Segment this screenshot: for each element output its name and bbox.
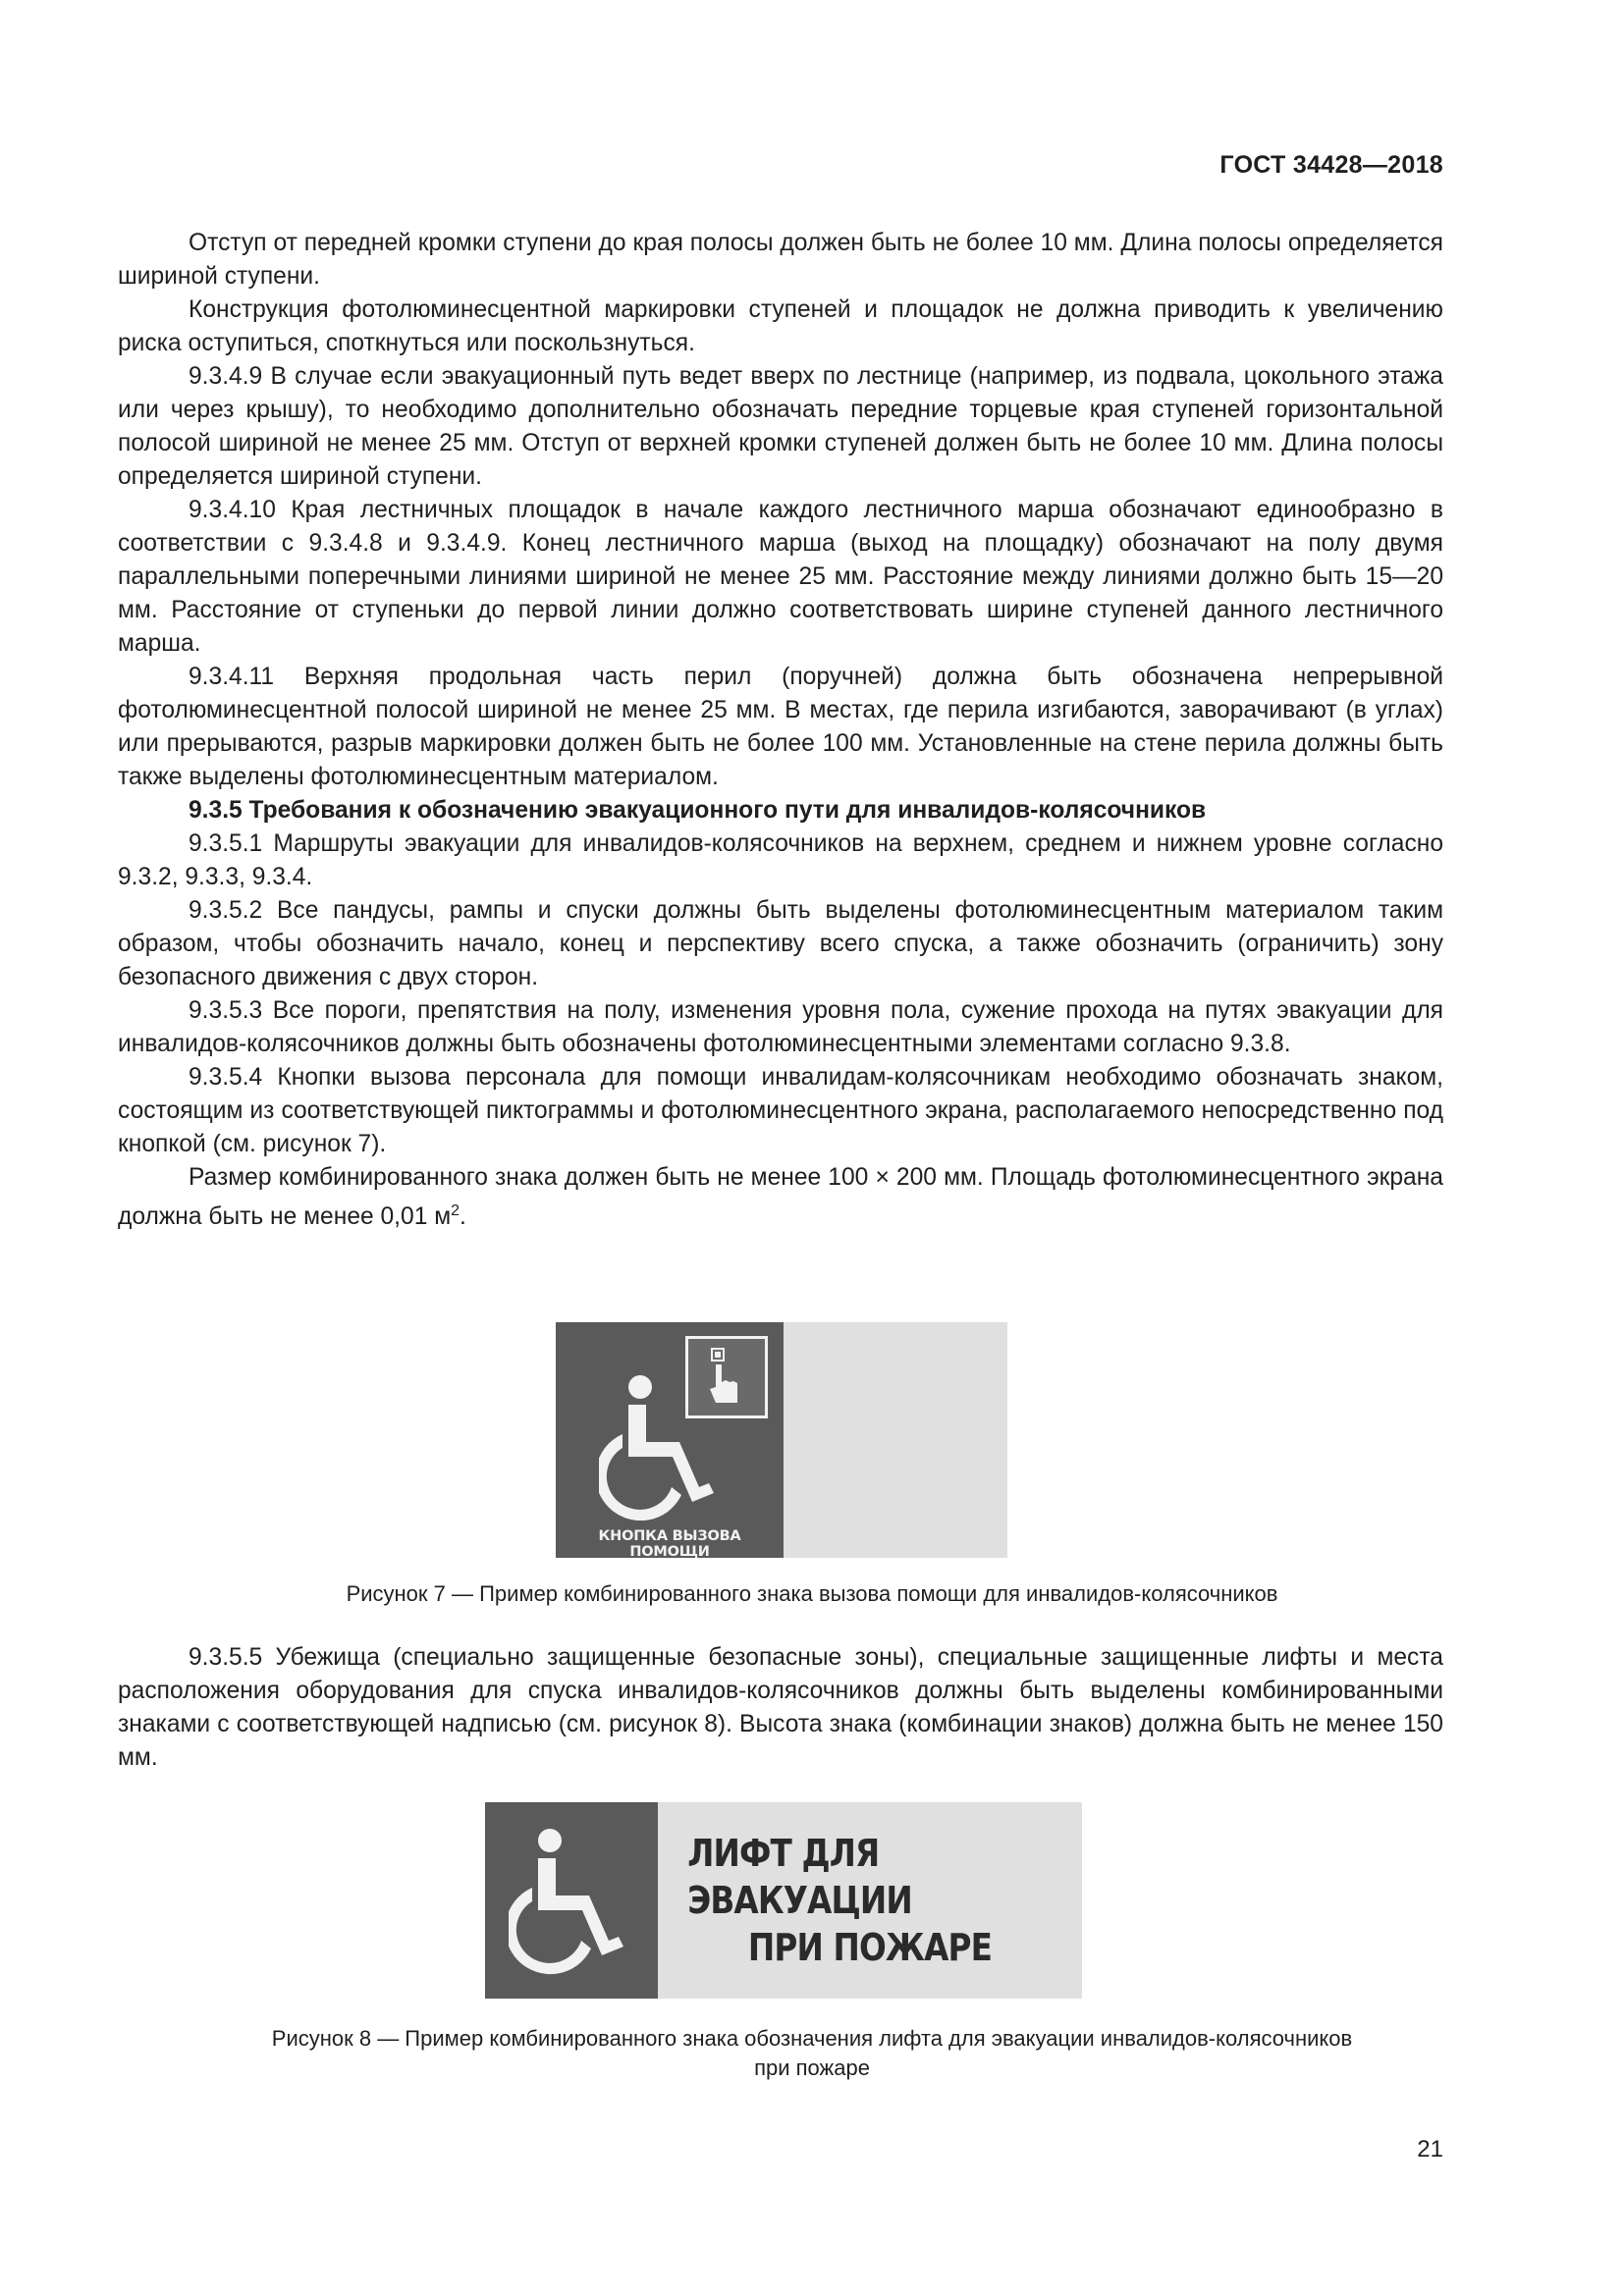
paragraph-text: Размер комбинированного знака должен быть не менее 100 × 200 мм. Площадь фотолюминесцентного экрана должна быть не менее 0,01 м <box>118 1164 1443 1231</box>
page-number: 21 <box>1417 2136 1443 2163</box>
period: . <box>460 1203 466 1231</box>
paragraph: 9.3.5.4 Кнопки вызова персонала для помощи инвалидам-колясочникам необходимо обозначать знаком, состоящим из соответствующей пиктограммы и фотолюминесцентного экрана, располагаемого непосредственно под кнопкой (см. рисунок 7). <box>118 1064 1443 1157</box>
sign-line-2: ПРИ ПОЖАРЕ <box>747 1926 993 1969</box>
paragraph-with-superscript <box>118 1161 1443 1234</box>
paragraph: 9.3.4.11 Верхняя продольная часть перил (поручней) должна быть обозначена непрерывной фотолюминесцентной полосой шириной не менее 25 мм. В местах, где перила изгибаются, заворачивают (в углах) или прерываются, разрыв маркировки должен быть не более 100 мм. Установленные на стене перила должны быть также выделены фотолюминесцентным материалом. <box>118 664 1443 790</box>
call-button-pictogram <box>685 1336 768 1418</box>
figure-8-sign <box>485 1802 1082 1999</box>
sign-line-1: ЛИФТ ДЛЯ ЭВАКУАЦИИ <box>687 1832 912 1922</box>
paragraph: 9.3.5.3 Все пороги, препятствия на полу, изменения уровня пола, сужение прохода на путях эвакуации для инвалидов-колясочников должны быть обозначены фотолюминесцентными элементами согласно 9.3.8. <box>118 997 1443 1057</box>
document-header: ГОСТ 34428—2018 <box>1219 151 1443 179</box>
caption-line-1: Рисунок 8 — Пример комбинированного знака обозначения лифта для эвакуации инвалидов-колясочников <box>271 2026 1353 2051</box>
wheelchair-icon <box>509 1824 636 1977</box>
figure-7-caption: Рисунок 7 — Пример комбинированного знака вызова помощи для инвалидов-колясочников <box>346 1581 1278 1606</box>
body-text <box>118 227 1443 1234</box>
figure-8-caption <box>0 2024 1624 2083</box>
sign-label: КНОПКА ВЫЗОВА ПОМОЩИ <box>598 1528 741 1560</box>
paragraph: Конструкция фотолюминесцентной маркировки ступеней и площадок не должна приводить к увеличению риска оступиться, споткнуться или поскользнуться. <box>118 296 1443 356</box>
body-text-2 <box>118 1641 1443 1775</box>
paragraph: Отступ от передней кромки ступени до края полосы должен быть не более 10 мм. Длина полосы определяется шириной ступени. <box>118 230 1443 290</box>
sign-dark-panel <box>556 1322 784 1558</box>
sign-dark-panel <box>485 1802 658 1999</box>
paragraph: 9.3.5.1 Маршруты эвакуации для инвалидов-колясочников на верхнем, среднем и нижнем уровне согласно 9.3.2, 9.3.3, 9.3.4. <box>118 830 1443 890</box>
superscript: 2 <box>451 1202 460 1219</box>
sign-text <box>687 1802 1053 1999</box>
paragraph: 9.3.4.10 Края лестничных площадок в начале каждого лестничного марша обозначают единообразно в соответствии с 9.3.4.8 и 9.3.4.9. Конец лестничного марша (выход на площадку) обозначают на полу двумя параллельными поперечными линиями шириной не менее 25 мм. Расстояние между линиями должно быть 15—20 мм. Расстояние от ступеньки до первой линии должно соответствовать ширине ступеней данного лестничного марша. <box>118 497 1443 657</box>
paragraph: 9.3.5.2 Все пандусы, рампы и спуски должны быть выделены фотолюминесцентным материалом таким образом, чтобы обозначить начало, конец и перспективу всего спуска, а также обозначить (ограничить) зону безопасного движения с двух сторон. <box>118 897 1443 990</box>
paragraph: 9.3.4.9 В случае если эвакуационный путь ведет вверх по лестнице (например, из подвала, цокольного этажа или через крышу), то необходимо дополнительно обозначать передние торцевые края ступеней горизонтальной полосой шириной не менее 25 мм. Отступ от верхней кромки ступеней должен быть не более 10 мм. Длина полосы определяется шириной ступени. <box>118 363 1443 490</box>
paragraph: 9.3.5.5 Убежища (специально защищенные безопасные зоны), специальные защищенные лифты и места расположения оборудования для спуска инвалидов-колясочников должны быть выделены комбинированными знаками с соответствующей надписью (см. рисунок 8). Высота знака (комбинации знаков) должна быть не менее 150 мм. <box>118 1644 1443 1771</box>
figure-7-sign <box>556 1322 1007 1558</box>
caption-line-2: при пожаре <box>754 2056 870 2080</box>
hand-press-icon <box>688 1339 765 1415</box>
section-heading: 9.3.5 Требования к обозначению эвакуационного пути для инвалидов-колясочников <box>189 797 1207 824</box>
